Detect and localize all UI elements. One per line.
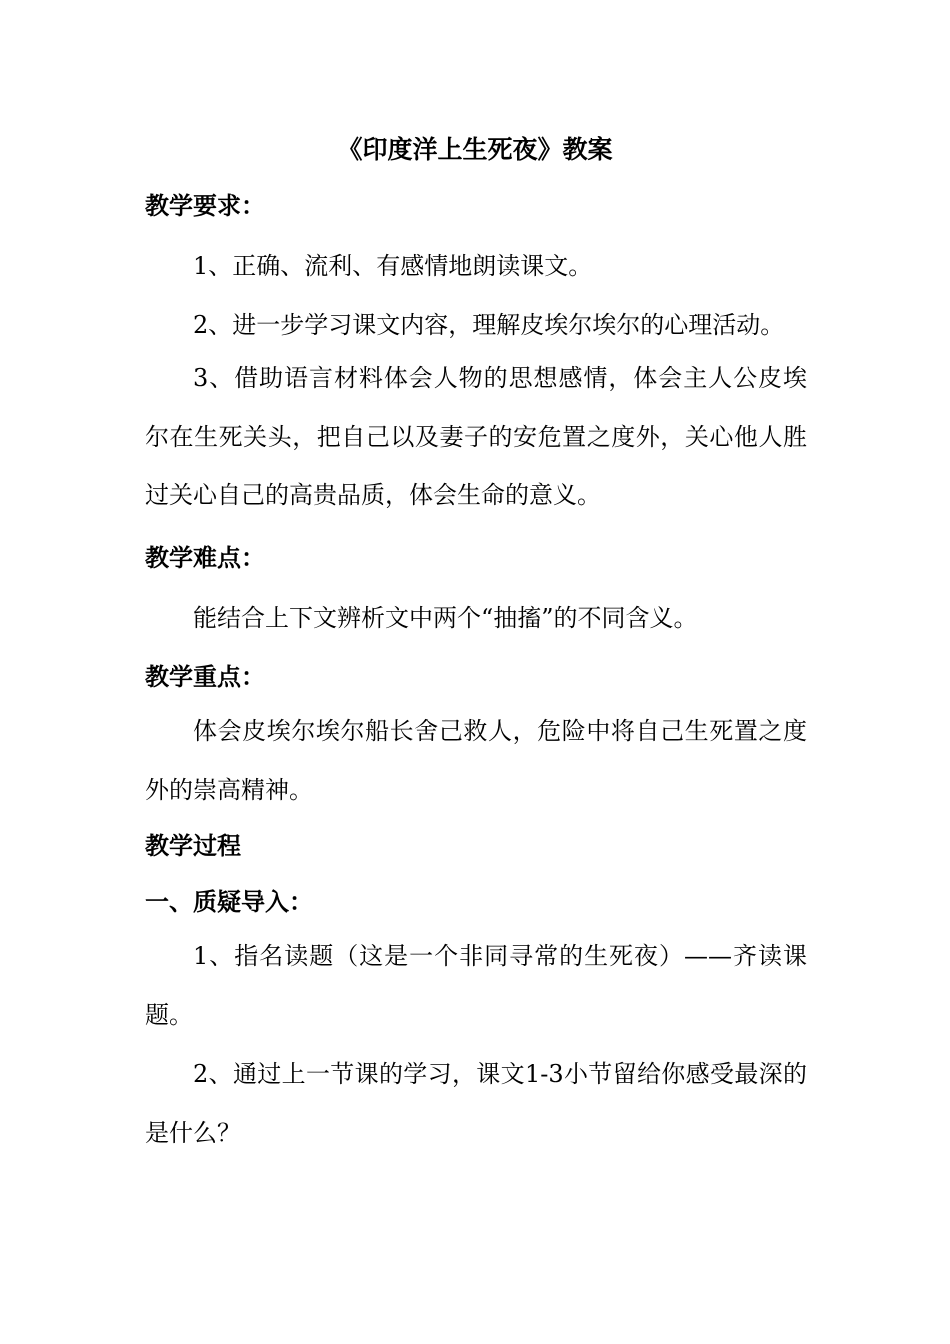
introduction-item-1: 1、指名读题（这是一个非同寻常的生死夜）——齐读课题。 — [145, 942, 807, 1029]
section-heading-focus: 教学重点： — [145, 662, 265, 691]
requirement-item-1: 1、正确、流利、有感情地朗读课文。 — [193, 252, 593, 280]
requirement-item-3: 3、借助语言材料体会人物的思想感情，体会主人公皮埃尔在生死关头，把自己以及妻子的安危置之度外，关心他人胜过关心自己的高贵品质，体会生命的意义。 — [145, 364, 807, 509]
section-heading-introduction: 一、质疑导入： — [145, 887, 313, 916]
section-heading-process: 教学过程 — [145, 831, 241, 860]
focus-item-1: 体会皮埃尔埃尔船长舍己救人，危险中将自己生死置之度外的崇高精神。 — [145, 717, 807, 804]
introduction-item-2: 2、通过上一节课的学习，课文1-3小节留给你感受最深的是什么？ — [145, 1060, 807, 1147]
section-heading-requirements: 教学要求： — [145, 191, 265, 220]
section-heading-difficulty: 教学难点： — [145, 543, 265, 572]
difficulty-item-1: 能结合上下文辨析文中两个“抽搐”的不同含义。 — [193, 604, 698, 632]
document-title: 《印度洋上生死夜》教案 — [337, 135, 613, 164]
requirement-item-2: 2、进一步学习课文内容，理解皮埃尔埃尔的心理活动。 — [193, 311, 785, 339]
